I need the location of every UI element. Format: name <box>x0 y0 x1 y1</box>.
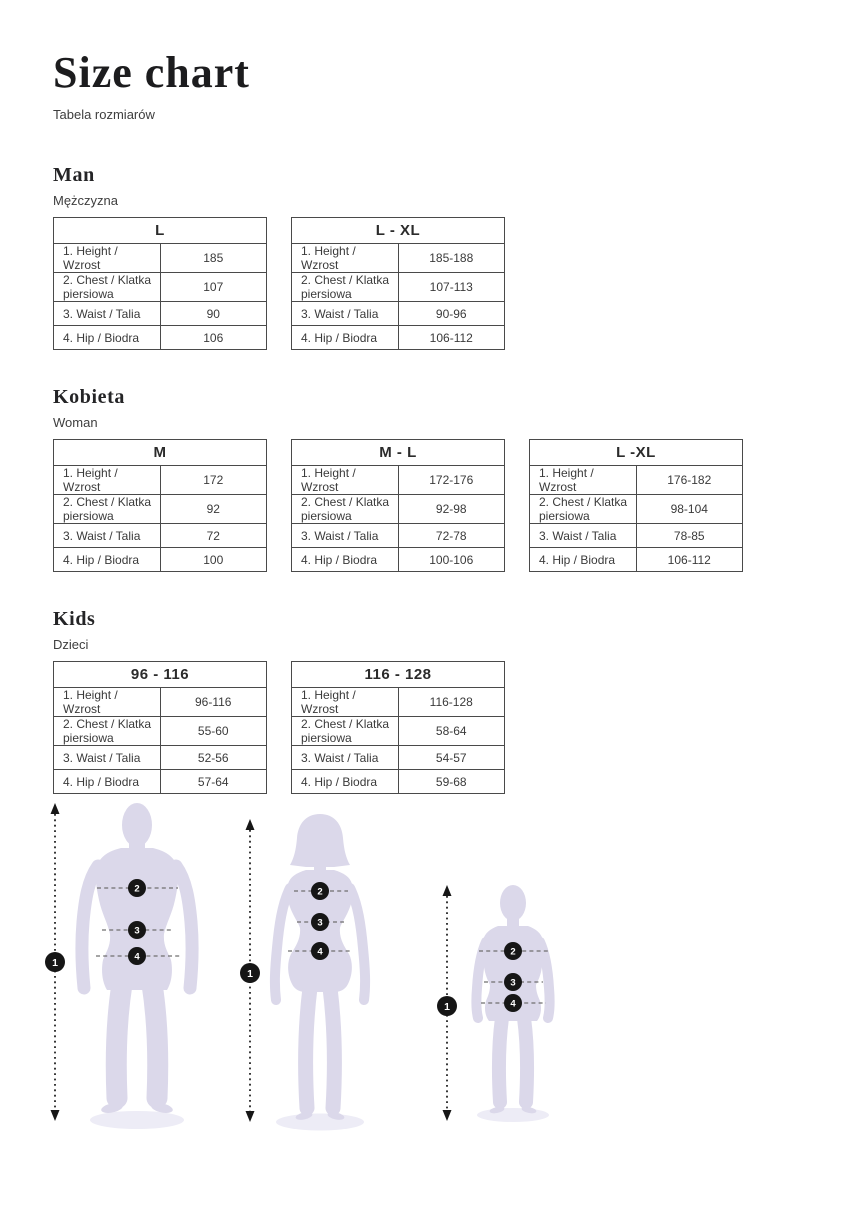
measure-label: 3. Waist / Talia <box>530 524 637 548</box>
measure-label: 2. Chest / Klatka piersiowa <box>292 717 399 746</box>
table-row <box>54 688 267 717</box>
measure-value: 72-78 <box>398 524 505 548</box>
table-row <box>54 524 267 548</box>
measure-value: 92 <box>160 495 267 524</box>
arrow-up-icon <box>51 803 60 814</box>
measure-label: 1. Height / Wzrost <box>292 688 399 717</box>
size-table <box>53 661 267 794</box>
svg-text:1: 1 <box>52 956 58 969</box>
measure-value: 100 <box>160 548 267 572</box>
tables-row <box>53 661 848 794</box>
measure-label: 4. Hip / Biodra <box>292 548 399 572</box>
measure-value: 55-60 <box>160 717 267 746</box>
size-label: 96 - 116 <box>54 662 267 688</box>
size-table <box>53 217 267 350</box>
measure-label: 1. Height / Wzrost <box>54 466 161 495</box>
table-row <box>292 302 505 326</box>
measure-value: 96-116 <box>160 688 267 717</box>
table-row <box>54 273 267 302</box>
measure-label: 3. Waist / Talia <box>292 524 399 548</box>
section-heading: Man <box>53 164 95 187</box>
svg-text:4: 4 <box>317 946 323 958</box>
sections-container <box>53 164 848 794</box>
man-leg-left <box>116 984 122 1098</box>
man-shadow <box>90 1111 184 1129</box>
child-height-arrow <box>437 885 457 1121</box>
measure-value: 90-96 <box>398 302 505 326</box>
measure-label: 4. Hip / Biodra <box>54 326 161 350</box>
man-leg-right <box>152 984 158 1098</box>
child-neck <box>507 914 519 928</box>
man-arm-right <box>176 866 192 988</box>
measure-label: 1. Height / Wzrost <box>292 244 399 273</box>
table-row <box>292 548 505 572</box>
svg-text:1: 1 <box>247 967 253 980</box>
table-row <box>54 495 267 524</box>
section-man <box>53 164 848 350</box>
table-row <box>54 302 267 326</box>
arrow-down-icon <box>51 1110 60 1121</box>
table-row <box>54 717 267 746</box>
table-row <box>292 717 505 746</box>
table-row <box>292 244 505 273</box>
measure-value: 106-112 <box>636 548 743 572</box>
man-arm-left <box>82 866 98 988</box>
table-row <box>530 548 743 572</box>
arrow-down-icon <box>246 1111 255 1122</box>
measure-label: 2. Chest / Klatka piersiowa <box>292 273 399 302</box>
size-label: L - XL <box>292 218 505 244</box>
measure-label: 3. Waist / Talia <box>292 746 399 770</box>
man-height-arrow <box>45 803 65 1121</box>
measure-label: 3. Waist / Talia <box>54 302 161 326</box>
measure-label: 4. Hip / Biodra <box>530 548 637 572</box>
woman-shadow <box>276 1114 364 1131</box>
page-title: Size chart <box>53 48 250 97</box>
table-row <box>292 524 505 548</box>
measure-value: 185-188 <box>398 244 505 273</box>
size-label: L <box>54 218 267 244</box>
child-figure <box>437 885 550 1122</box>
table-row <box>530 466 743 495</box>
child-shadow <box>477 1108 549 1122</box>
measure-value: 106-112 <box>398 326 505 350</box>
measure-value: 90 <box>160 302 267 326</box>
measure-label: 2. Chest / Klatka piersiowa <box>530 495 637 524</box>
measure-value: 92-98 <box>398 495 505 524</box>
child-leg-right <box>524 1018 527 1102</box>
section-subheading: Mężczyzna <box>53 193 119 209</box>
child-arm-left <box>476 942 486 1018</box>
table-row <box>292 688 505 717</box>
size-label: L -XL <box>530 440 743 466</box>
table-row <box>292 326 505 350</box>
size-table <box>529 439 743 572</box>
table-row <box>54 244 267 273</box>
tables-row <box>53 217 848 350</box>
measure-value: 172 <box>160 466 267 495</box>
measure-value: 176-182 <box>636 466 743 495</box>
section-kids <box>53 608 848 794</box>
svg-text:3: 3 <box>134 925 140 937</box>
table-row <box>54 326 267 350</box>
table-row <box>54 746 267 770</box>
measure-label: 1. Height / Wzrost <box>292 466 399 495</box>
measure-label: 4. Hip / Biodra <box>54 770 161 794</box>
table-row <box>54 548 267 572</box>
table-row <box>530 524 743 548</box>
man-torso <box>96 848 178 990</box>
size-table <box>291 439 505 572</box>
measure-label: 1. Height / Wzrost <box>54 244 161 273</box>
measure-value: 58-64 <box>398 717 505 746</box>
measure-value: 52-56 <box>160 746 267 770</box>
arrow-down-icon <box>443 1110 452 1121</box>
woman-arm-left <box>275 888 290 1000</box>
measurement-figures <box>0 790 848 1200</box>
table-row <box>292 273 505 302</box>
measure-label: 4. Hip / Biodra <box>292 770 399 794</box>
measure-value: 107 <box>160 273 267 302</box>
measure-value: 106 <box>160 326 267 350</box>
svg-text:1: 1 <box>444 1000 450 1013</box>
arrow-up-icon <box>246 819 255 830</box>
measure-label: 3. Waist / Talia <box>292 302 399 326</box>
woman-leg-right <box>330 988 334 1108</box>
measure-label: 4. Hip / Biodra <box>54 548 161 572</box>
section-heading: Kids <box>53 608 96 631</box>
section-subheading: Woman <box>53 415 98 431</box>
woman-leg-left <box>306 988 310 1108</box>
table-row <box>292 746 505 770</box>
measure-value: 59-68 <box>398 770 505 794</box>
measure-label: 3. Waist / Talia <box>54 524 161 548</box>
arrow-up-icon <box>443 885 452 896</box>
figures-svg <box>0 790 848 1200</box>
table-row <box>292 466 505 495</box>
child-arm-right <box>540 942 550 1018</box>
size-label: M <box>54 440 267 466</box>
measure-label: 2. Chest / Klatka piersiowa <box>292 495 399 524</box>
measure-value: 57-64 <box>160 770 267 794</box>
measure-value: 78-85 <box>636 524 743 548</box>
size-table <box>53 439 267 572</box>
table-row <box>292 495 505 524</box>
page-subtitle: Tabela rozmiarów <box>53 107 155 123</box>
size-label: M - L <box>292 440 505 466</box>
table-row <box>530 495 743 524</box>
woman-arm-right <box>350 888 365 1000</box>
section-heading: Kobieta <box>53 386 125 409</box>
size-table <box>291 217 505 350</box>
size-label: 116 - 128 <box>292 662 505 688</box>
svg-text:2: 2 <box>510 946 516 958</box>
man-figure <box>45 803 192 1129</box>
svg-text:2: 2 <box>134 883 140 895</box>
measure-value: 185 <box>160 244 267 273</box>
svg-text:3: 3 <box>317 917 323 929</box>
measure-value: 54-57 <box>398 746 505 770</box>
woman-height-arrow <box>240 819 260 1122</box>
section-woman <box>53 386 848 572</box>
svg-text:3: 3 <box>510 977 516 989</box>
measure-label: 1. Height / Wzrost <box>54 688 161 717</box>
svg-text:2: 2 <box>317 886 323 898</box>
table-row <box>54 466 267 495</box>
measure-label: 2. Chest / Klatka piersiowa <box>54 495 161 524</box>
section-subheading: Dzieci <box>53 637 89 653</box>
measure-label: 2. Chest / Klatka piersiowa <box>54 273 161 302</box>
measure-value: 116-128 <box>398 688 505 717</box>
size-table <box>291 661 505 794</box>
woman-figure <box>240 814 365 1131</box>
measure-label: 3. Waist / Talia <box>54 746 161 770</box>
child-leg-left <box>499 1018 502 1102</box>
measure-value: 100-106 <box>398 548 505 572</box>
measure-value: 72 <box>160 524 267 548</box>
tables-row <box>53 439 848 572</box>
svg-text:4: 4 <box>134 951 140 963</box>
measure-label: 1. Height / Wzrost <box>530 466 637 495</box>
measure-value: 107-113 <box>398 273 505 302</box>
measure-value: 98-104 <box>636 495 743 524</box>
measure-label: 2. Chest / Klatka piersiowa <box>54 717 161 746</box>
measure-label: 4. Hip / Biodra <box>292 326 399 350</box>
svg-text:4: 4 <box>510 998 516 1010</box>
measure-value: 172-176 <box>398 466 505 495</box>
